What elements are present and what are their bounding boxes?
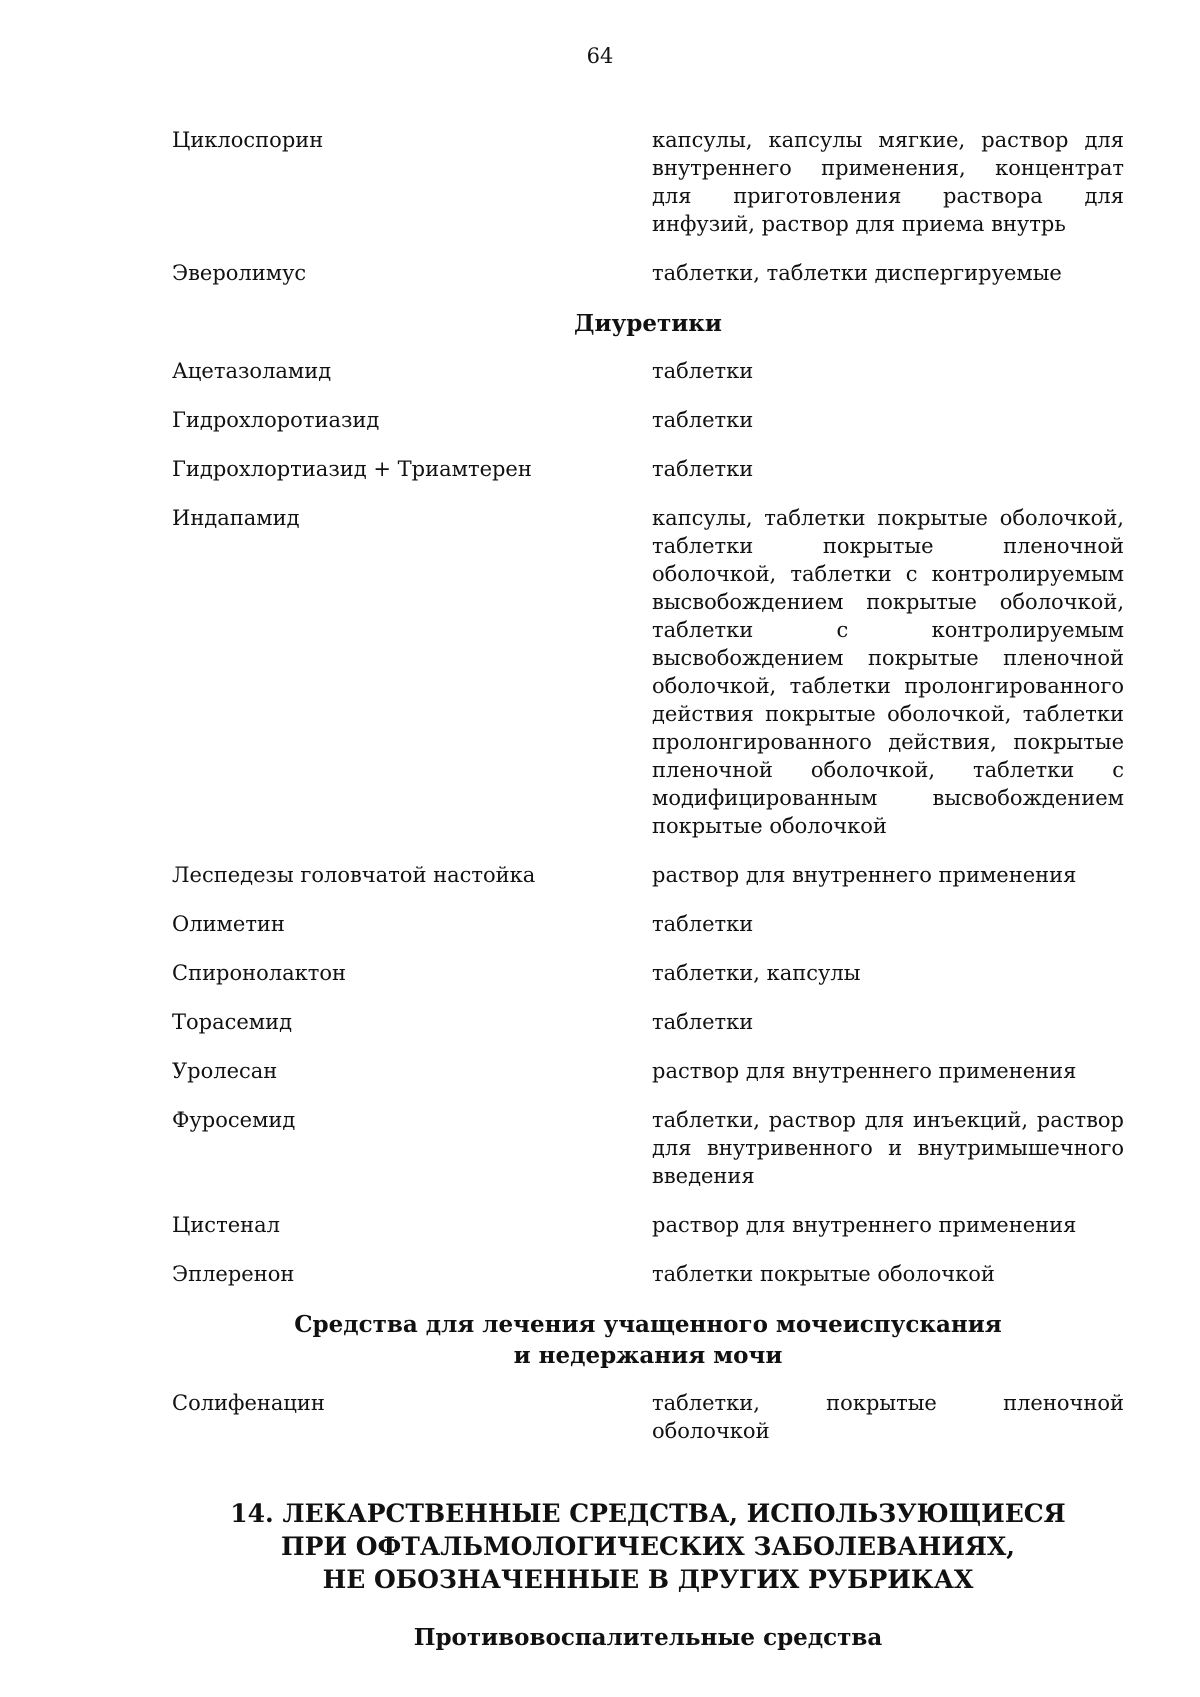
drug-name: Уролесан	[172, 1059, 278, 1083]
drug-row	[172, 504, 1124, 840]
document-body	[172, 126, 1124, 1671]
dosage-form: капсулы, таблетки покрытые оболочкой, таблетки покрытые пленочной оболочкой, таблетки с контролируемым высвобождением покрытые оболочкой, таблетки с контролируемым высвобождением покрытые пленочной оболочкой, таблетки пролонгированного действия покрытые оболочкой, таблетки пролонгированного действия, покрытые пленочной оболочкой, таблетки с модифицированным высвобождением покрытые оболочкой	[652, 506, 1124, 838]
drug-name: Спиронолактон	[172, 961, 347, 985]
heading-line: Средства для лечения учащенного мочеиспускания	[294, 1311, 1002, 1338]
drug-row	[172, 1106, 1124, 1190]
page-number: 64	[586, 44, 614, 68]
dosage-form: таблетки, раствор для инъекций, раствор для внутривенного и внутримышечного введения	[652, 1108, 1124, 1188]
drug-row	[172, 1008, 1124, 1036]
section-heading	[172, 1622, 1124, 1653]
chapter-title	[172, 1497, 1124, 1596]
drug-name: Солифенацин	[172, 1391, 325, 1415]
dosage-form: капсулы, капсулы мягкие, раствор для внутреннего применения, концентрат для приготовления раствора для инфузий, раствор для приема внутрь	[652, 128, 1124, 236]
drug-name: Олиметин	[172, 912, 285, 936]
drug-name: Гидрохлоротиазид	[172, 408, 380, 432]
heading-line: НЕ ОБОЗНАЧЕННЫЕ В ДРУГИХ РУБРИКАХ	[322, 1565, 974, 1594]
dosage-form: раствор для внутреннего применения	[652, 863, 1077, 887]
drug-row	[172, 259, 1124, 287]
drug-row	[172, 126, 1124, 238]
dosage-form: таблетки, таблетки диспергируемые	[652, 261, 1062, 285]
drug-name: Циклоспорин	[172, 128, 324, 152]
section-heading	[172, 1309, 1124, 1371]
drug-name: Фуросемид	[172, 1108, 296, 1132]
drug-row	[172, 1211, 1124, 1239]
dosage-form: таблетки, покрытые пленочной оболочкой	[652, 1391, 1124, 1443]
dosage-form: раствор для внутреннего применения	[652, 1213, 1077, 1237]
dosage-form: таблетки покрытые оболочкой	[652, 1262, 995, 1286]
drug-row	[172, 910, 1124, 938]
heading-line: Диуретики	[574, 310, 722, 337]
drug-row	[172, 357, 1124, 385]
dosage-form: таблетки	[652, 457, 754, 481]
drug-name: Торасемид	[172, 1010, 293, 1034]
drug-name: Эплеренон	[172, 1262, 295, 1286]
dosage-form: таблетки	[652, 359, 754, 383]
drug-name: Цистенал	[172, 1213, 280, 1237]
drug-name: Ацетазоламид	[172, 359, 332, 383]
drug-row	[172, 1057, 1124, 1085]
drug-row	[172, 406, 1124, 434]
heading-line: Противовоспалительные средства	[413, 1624, 883, 1651]
dosage-form: раствор для внутреннего применения	[652, 1059, 1077, 1083]
drug-name: Гидрохлортиазид + Триамтерен	[172, 457, 532, 481]
dosage-form: таблетки	[652, 912, 754, 936]
dosage-form: таблетки	[652, 1010, 754, 1034]
drug-name: Леспедезы головчатой настойка	[172, 863, 536, 887]
drug-row	[172, 1260, 1124, 1288]
drug-name: Индапамид	[172, 506, 300, 530]
drug-row	[172, 455, 1124, 483]
heading-line: 14. ЛЕКАРСТВЕННЫЕ СРЕДСТВА, ИСПОЛЬЗУЮЩИЕСЯ	[230, 1499, 1066, 1528]
drug-row	[172, 959, 1124, 987]
heading-line: ПРИ ОФТАЛЬМОЛОГИЧЕСКИХ ЗАБОЛЕВАНИЯХ,	[281, 1532, 1015, 1561]
drug-row	[172, 1389, 1124, 1445]
heading-line: и недержания мочи	[513, 1342, 783, 1369]
dosage-form: таблетки, капсулы	[652, 961, 861, 985]
section-heading	[172, 308, 1124, 339]
drug-name: Эверолимус	[172, 261, 307, 285]
drug-row	[172, 861, 1124, 889]
dosage-form: таблетки	[652, 408, 754, 432]
